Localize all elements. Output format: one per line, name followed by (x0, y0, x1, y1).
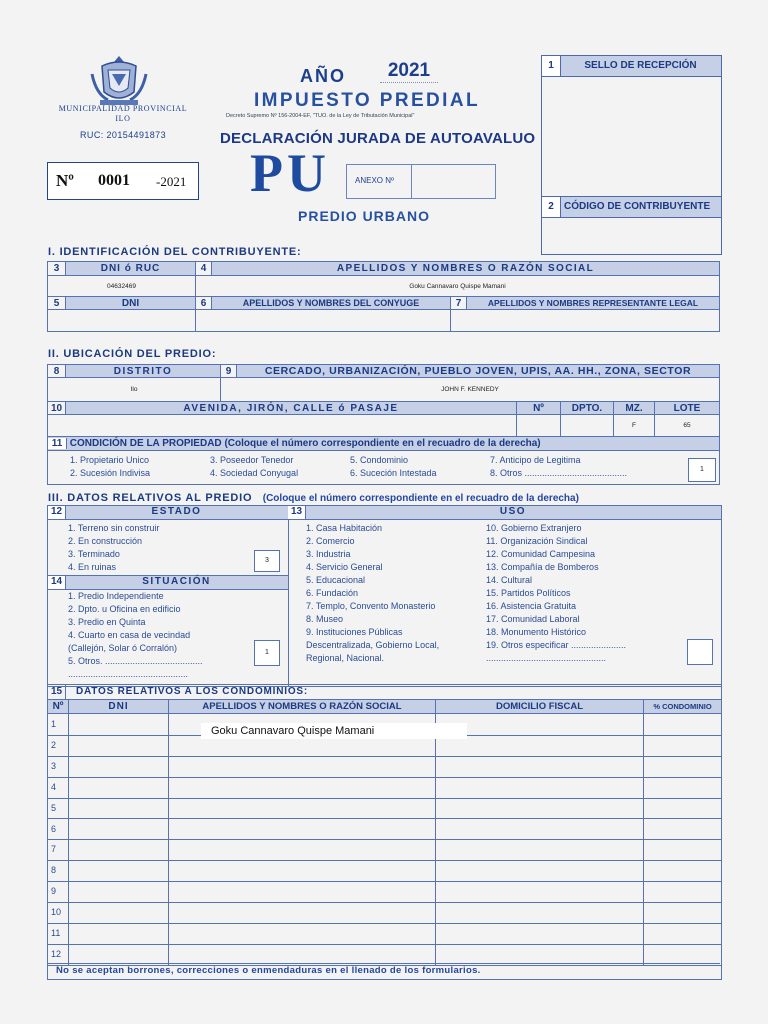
urbanization-value[interactable]: JOHN F. KENNEDY (221, 378, 720, 402)
uso-option: 18. Monumento Histórico (486, 627, 587, 637)
condominium-table (47, 699, 722, 714)
situacion-option: (Callejón, Solar ó Corralón) (68, 643, 178, 653)
condominium-box (47, 684, 722, 980)
property-data-box (47, 505, 722, 687)
property-condition-table (47, 436, 720, 485)
condominium-cell[interactable] (168, 777, 435, 798)
row-number: 6 (47, 819, 68, 840)
dpto-col-label: DPTO. (561, 402, 614, 415)
condominium-cell[interactable] (168, 756, 435, 777)
condominium-row (47, 756, 722, 778)
condominium-row (47, 860, 722, 882)
uso-option: 17. Comunidad Laboral (486, 614, 580, 624)
lote-col-label: LOTE (655, 402, 720, 415)
condominium-cell[interactable] (68, 839, 168, 860)
street-number-field[interactable] (517, 415, 561, 437)
condition-option: 2. Sucesión Indivisa (70, 468, 151, 478)
uso-option: Regional, Nacional. (306, 653, 385, 663)
field13-label: USO (499, 506, 527, 517)
form-code: PU (250, 143, 330, 203)
condominium-cell[interactable] (435, 819, 643, 840)
condition-option: 7. Anticipo de Legitima (490, 455, 581, 465)
uso-option: 11. Organización Sindical (486, 536, 588, 546)
condominium-cell[interactable] (168, 923, 435, 944)
row-number: 4 (47, 777, 68, 798)
municipal-coat-of-arms-icon (88, 54, 150, 108)
anexo-label: ANEXO Nº (355, 176, 394, 185)
box2-label: CÓDIGO DE CONTRIBUYENTE (564, 201, 711, 212)
year-value: 2021 (380, 60, 438, 83)
condominium-cell[interactable] (643, 714, 722, 735)
col-dni-header: DNI (69, 700, 169, 714)
field11-label: CONDICIÓN DE LA PROPIEDAD (69, 438, 222, 449)
field6-number: 6 (196, 297, 212, 310)
footer-row (47, 963, 720, 979)
uso-option: 10. Gobierno Extranjero (486, 523, 582, 533)
footer-note: No se aceptan borrones, correcciones o enmendaduras en el llenado de los formularios. (56, 965, 481, 976)
box1-label: SELLO DE RECEPCIÓN (584, 60, 697, 71)
section3-header (48, 488, 579, 506)
condominium-cell[interactable] (643, 777, 722, 798)
condominium-cell[interactable] (643, 756, 722, 777)
condominium-cell[interactable] (435, 902, 643, 923)
situacion-option: 1. Predio Independiente (68, 591, 164, 601)
condominium-cell[interactable] (168, 860, 435, 881)
condominium-cell[interactable] (643, 735, 722, 756)
condition-option: 6. Suceción Intestada (350, 468, 437, 478)
condominium-cell[interactable] (643, 923, 722, 944)
form-number-box (47, 162, 199, 200)
field4-label: APELLIDOS Y NOMBRES O RAZÓN SOCIAL (212, 262, 720, 276)
form-subtitle: DECLARACIÓN JURADA DE AUTOAVALUO (220, 130, 536, 147)
row-number: 9 (47, 881, 68, 902)
field14-label: SITUACIÓN (142, 576, 211, 587)
condominium-cell[interactable] (435, 944, 643, 965)
situacion-option: 4. Cuarto en casa de vecindad (68, 630, 191, 640)
uso-option: 19. Otros especificar ...................... (486, 640, 627, 650)
condominium-cell[interactable] (435, 777, 643, 798)
box1-number: 1 (542, 56, 561, 76)
uso-option: 1. Casa Habitación (306, 523, 383, 533)
section1-title: I. IDENTIFICACIÓN DEL CONTRIBUYENTE: (48, 246, 302, 258)
condominium-cell[interactable] (168, 944, 435, 965)
section3-hint: (Coloque el número correspondiente en el recuadro de la derecha) (262, 493, 579, 504)
estado-value-box[interactable]: 3 (254, 550, 280, 572)
condominium-cell[interactable] (435, 881, 643, 902)
situacion-options (68, 590, 203, 681)
condominium-row (47, 777, 722, 799)
estado-option: 4. En ruinas (68, 562, 117, 572)
row-number: 1 (47, 714, 68, 735)
condominium-cell[interactable] (168, 798, 435, 819)
uso-option: 3. Industria (306, 549, 351, 559)
situacion-option: ................................................ (68, 669, 189, 679)
condominium-title-row (48, 685, 721, 699)
field12-number: 12 (48, 506, 66, 519)
field5-label: DNI (66, 297, 196, 310)
street-field[interactable] (48, 415, 517, 437)
row-number: 3 (47, 756, 68, 777)
condominium-cell[interactable] (435, 798, 643, 819)
uso-option: ................................................ (486, 653, 607, 663)
condominium-cell[interactable] (643, 798, 722, 819)
condominium-name-overlay: Goku Cannavaro Quispe Mamani (201, 723, 467, 739)
field7-number: 7 (451, 297, 467, 310)
legal-rep-field[interactable] (451, 310, 720, 332)
spouse-name-field[interactable] (196, 310, 451, 332)
condominium-cell[interactable] (68, 735, 168, 756)
condominium-cell[interactable] (68, 756, 168, 777)
condominium-cell[interactable] (168, 819, 435, 840)
field10-label: AVENIDA, JIRÓN, CALLE ó PASAJE (66, 402, 517, 415)
condition-option: 3. Poseedor Tenedor (210, 455, 294, 465)
condominium-cell[interactable] (168, 881, 435, 902)
row-number: 5 (47, 798, 68, 819)
row-number: 12 (47, 944, 68, 965)
condominium-cell[interactable] (68, 860, 168, 881)
location-table (47, 364, 720, 402)
situacion-option: 2. Dpto. u Oficina en edificio (68, 604, 181, 614)
condominium-cell[interactable] (68, 819, 168, 840)
condition-option: 1. Propietario Unico (70, 455, 150, 465)
box2-number: 2 (542, 197, 561, 217)
field3-label: DNI ó RUC (66, 262, 196, 276)
condominium-cell[interactable] (68, 902, 168, 923)
uso-options-col1 (306, 522, 439, 665)
uso-option: 6. Fundación (306, 588, 359, 598)
field6-label: APELLIDOS Y NOMBRES DEL CONYUGE (212, 297, 451, 310)
condominium-row (47, 819, 722, 841)
col-number-header: Nº (48, 700, 69, 714)
form-number-suffix: -2021 (156, 174, 187, 189)
field8-number: 8 (48, 365, 66, 378)
spouse-dni-field[interactable] (48, 310, 196, 332)
row-number: 8 (47, 860, 68, 881)
condition-option: 4. Sociedad Conyugal (210, 468, 299, 478)
lote-value[interactable]: 65 (655, 415, 720, 437)
field11-number: 11 (48, 438, 67, 449)
estado-option: 1. Terreno sin construir (68, 523, 160, 533)
number-col-label: Nº (517, 402, 561, 415)
col-percent-header: % CONDOMINIO (644, 700, 722, 714)
condominium-row (47, 839, 722, 861)
col-domicile-header: DOMICILIO FISCAL (436, 700, 644, 714)
condominium-row (47, 798, 722, 820)
contributor-table (47, 261, 720, 332)
condominium-cell[interactable] (68, 923, 168, 944)
row-number: 2 (47, 735, 68, 756)
uso-option: 5. Educacional (306, 575, 366, 585)
uso-options-col2 (486, 522, 626, 665)
field7-label: APELLIDOS Y NOMBRES REPRESENTANTE LEGAL (467, 297, 720, 310)
condition-value-box[interactable]: 1 (688, 458, 716, 482)
dpto-field[interactable] (561, 415, 614, 437)
uso-option: 9. Instituciones Públicas (306, 627, 403, 637)
condition-option: 5. Condominio (350, 455, 409, 465)
field15-number: 15 (48, 685, 66, 699)
condominium-cell[interactable] (435, 839, 643, 860)
form-title: IMPUESTO PREDIAL (254, 90, 480, 111)
uso-option: 15. Partidos Políticos (486, 588, 571, 598)
estado-option: 3. Terminado (68, 549, 120, 559)
row-number: 11 (47, 923, 68, 944)
reception-box (541, 55, 722, 255)
uso-option: 12. Comunidad Campesina (486, 549, 596, 559)
field5-number: 5 (48, 297, 66, 310)
condition-options (70, 454, 690, 480)
dni-ruc-value[interactable]: 04632469 (48, 276, 196, 297)
ruc-label: RUC: 20154491873 (80, 130, 166, 140)
address-table (47, 401, 720, 437)
uso-option: 2. Comercio (306, 536, 355, 546)
condominium-cell[interactable] (435, 860, 643, 881)
condition-option: 8. Otros ......................................... (490, 468, 628, 478)
contributor-name-value[interactable]: Goku Cannavaro Quispe Mamani (196, 276, 720, 297)
uso-option: 14. Cultural (486, 575, 533, 585)
condominium-cell[interactable] (68, 881, 168, 902)
situacion-option: 3. Predio en Quinta (68, 617, 146, 627)
condominium-cell[interactable] (68, 798, 168, 819)
condominium-cell[interactable] (643, 860, 722, 881)
condominium-cell[interactable] (68, 944, 168, 965)
uso-option: 7. Templo, Convento Monasterio (306, 601, 436, 611)
condominium-cell[interactable] (168, 839, 435, 860)
field10-number: 10 (48, 402, 66, 415)
year-label: AÑO (300, 66, 346, 86)
uso-option: 13. Compañía de Bomberos (486, 562, 599, 572)
field14-number: 14 (48, 576, 66, 589)
condominium-cell[interactable] (643, 902, 722, 923)
form-number: 0001 (98, 172, 130, 189)
uso-option: 16. Asistencia Gratuita (486, 601, 577, 611)
mz-value[interactable]: F (614, 415, 655, 437)
condominium-cell[interactable] (68, 777, 168, 798)
section2-title: II. UBICACIÓN DEL PREDIO: (48, 348, 217, 360)
municipality-label: MUNICIPALIDAD PROVINCIAL (58, 104, 188, 113)
condominium-cell[interactable] (643, 881, 722, 902)
anexo-field[interactable] (411, 165, 412, 198)
condominium-cell[interactable] (435, 923, 643, 944)
field9-label: CERCADO, URBANIZACIÓN, PUEBLO JOVEN, UPIS, AA. HH., ZONA, SECTOR (237, 365, 720, 378)
condominium-cell[interactable] (643, 944, 722, 965)
condominium-cell[interactable] (643, 839, 722, 860)
city-label: ILO (115, 114, 131, 123)
uso-value-box[interactable] (687, 639, 713, 665)
section3-title: III. DATOS RELATIVOS AL PREDIO (48, 492, 253, 504)
situacion-value-box[interactable]: 1 (254, 640, 280, 666)
field15-title: DATOS RELATIVOS A LOS CONDOMINIOS: (76, 686, 309, 697)
estado-option: 2. En construcción (68, 536, 143, 546)
mz-col-label: MZ. (614, 402, 655, 415)
uso-option: 8. Museo (306, 614, 344, 624)
uso-option: Descentralizada, Gobierno Local, (306, 640, 440, 650)
field12-label: ESTADO (151, 506, 202, 517)
col-name-header: APELLIDOS Y NOMBRES O RAZÓN SOCIAL (169, 700, 436, 714)
estado-options (68, 522, 159, 574)
decree-text: Decreto Supremo Nº 156-2004-EF, "TUO. de la Ley de Tributación Municipal" (226, 113, 415, 119)
row-number: 7 (47, 839, 68, 860)
number-label: Nº (56, 171, 74, 190)
condominium-cell[interactable] (168, 902, 435, 923)
municipality-name (44, 104, 202, 124)
condominium-cell[interactable] (643, 819, 722, 840)
condominium-row (47, 902, 722, 924)
row-number: 10 (47, 902, 68, 923)
uso-option: 4. Servicio General (306, 562, 383, 572)
condominium-cell[interactable] (435, 756, 643, 777)
field9-number: 9 (221, 365, 237, 378)
field11-hint: (Coloque el número correspondiente en el recuadro de la derecha) (224, 438, 541, 449)
field13-number: 13 (288, 506, 306, 519)
anexo-box[interactable] (346, 164, 496, 199)
condominium-cell[interactable] (68, 714, 168, 735)
field4-number: 4 (196, 262, 212, 276)
field3-number: 3 (48, 262, 66, 276)
district-value[interactable]: Ilo (48, 378, 221, 402)
condominium-row (47, 923, 722, 945)
condominium-row (47, 881, 722, 903)
field8-label: DISTRITO (66, 365, 221, 378)
situacion-option: 5. Otros. ....................................... (68, 656, 203, 666)
form-name: PREDIO URBANO (298, 208, 431, 224)
